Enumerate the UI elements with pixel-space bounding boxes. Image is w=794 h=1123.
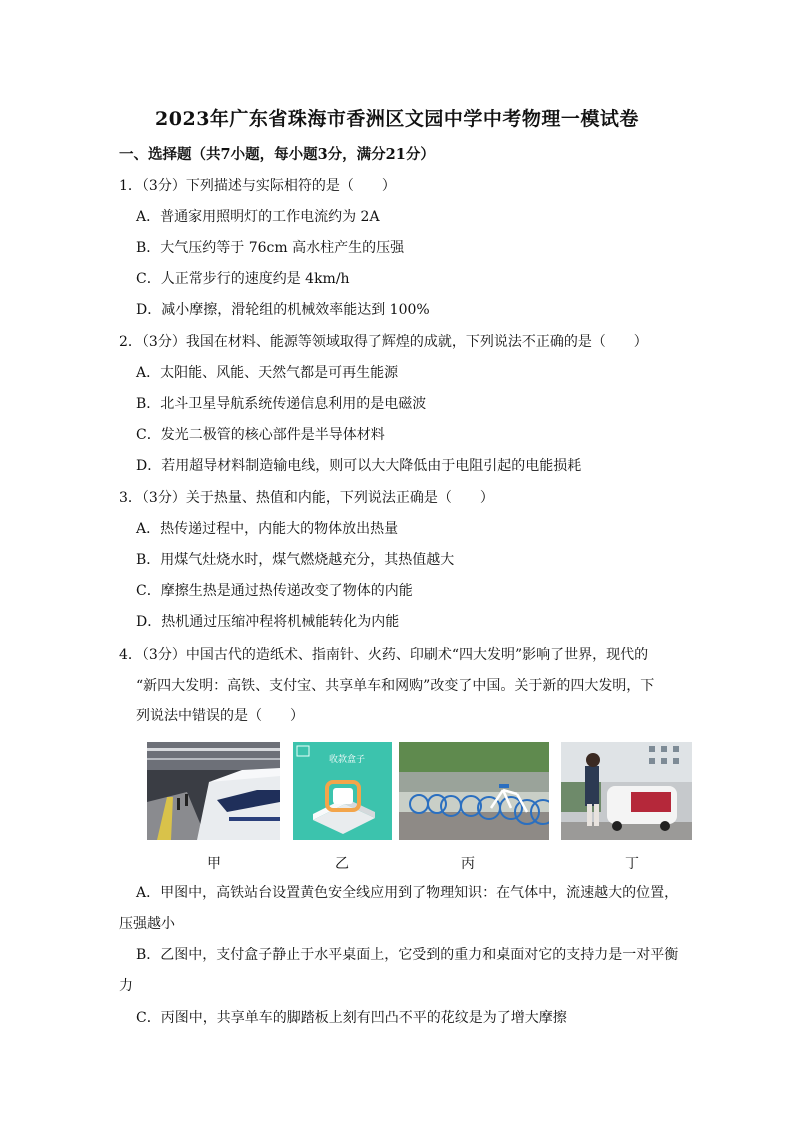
question-4-option-b-line-2: 力 <box>119 978 133 994</box>
question-3-option-c: C．摩擦生热是通过热传递改变了物体的内能 <box>136 583 413 599</box>
figure-delivery-robot <box>561 742 692 840</box>
question-1-option-c: C．人正常步行的速度约是 4km/h <box>136 271 350 287</box>
section-heading: 一、选择题（共7小题，每小题3分，满分21分） <box>119 146 435 163</box>
figure-caption-jia: 甲 <box>207 856 221 872</box>
question-1-option-d: D．减小摩擦，滑轮组的机械效率能达到 100% <box>136 302 430 318</box>
question-2-option-d: D．若用超导材料制造输电线，则可以大大降低由于电阻引起的电能损耗 <box>136 458 582 474</box>
question-1-option-a: A．普通家用照明灯的工作电流约为 2A <box>136 209 380 225</box>
question-1-option-b: B．大气压约等于 76cm 高水柱产生的压强 <box>136 240 405 256</box>
question-3-option-a: A．热传递过程中，内能大的物体放出热量 <box>136 521 399 537</box>
question-3-stem: 3．（3分）关于热量、热值和内能，下列说法正确是（ ） <box>119 490 494 506</box>
question-3-option-b: B．用煤气灶烧水时，煤气燃烧越充分，其热值越大 <box>136 552 455 568</box>
question-2-option-c: C．发光二极管的核心部件是半导体材料 <box>136 427 385 443</box>
figure-high-speed-train <box>147 742 280 840</box>
figure-caption-ding: 丁 <box>625 856 639 872</box>
figure-shared-bicycles <box>399 742 549 840</box>
question-2-option-b: B．北斗卫星导航系统传递信息利用的是电磁波 <box>136 396 427 412</box>
question-4-stem-line-3: 列说法中错误的是（ ） <box>136 708 304 724</box>
figure-caption-bing: 丙 <box>461 856 475 872</box>
figure-caption-yi: 乙 <box>335 856 349 872</box>
question-2-option-a: A．太阳能、风能、天然气都是可再生能源 <box>136 365 399 381</box>
question-1-stem: 1．（3分）下列描述与实际相符的是（ ） <box>119 178 396 194</box>
payment-box-label: 收款盒子 <box>328 755 366 765</box>
question-3-option-d: D．热机通过压缩冲程将机械能转化为内能 <box>136 614 400 630</box>
question-4-stem-line-2: “新四大发明：高铁、支付宝、共享单车和网购”改变了中国。关于新的四大发明，下 <box>136 678 655 694</box>
question-4-stem-line-1: 4．（3分）中国古代的造纸术、指南针、火药、印刷术“四大发明”影响了世界，现代的 <box>119 647 649 663</box>
figure-payment-box <box>293 742 392 840</box>
question-4-option-a-line-2: 压强越小 <box>119 916 175 932</box>
question-4-option-c: C．丙图中，共享单车的脚踏板上刻有凹凸不平的花纹是为了增大摩擦 <box>136 1010 567 1026</box>
page-title: 2023年广东省珠海市香洲区文园中学中考物理一模试卷 <box>155 108 639 130</box>
question-4-option-a-line-1: A．甲图中，高铁站台设置黄色安全线应用到了物理知识：在气体中，流速越大的位置， <box>136 885 679 901</box>
question-4-option-b-line-1: B．乙图中，支付盒子静止于水平桌面上，它受到的重力和桌面对它的支持力是一对平衡 <box>136 947 679 963</box>
question-2-stem: 2．（3分）我国在材料、能源等领域取得了辉煌的成就，下列说法不正确的是（ ） <box>119 334 648 350</box>
